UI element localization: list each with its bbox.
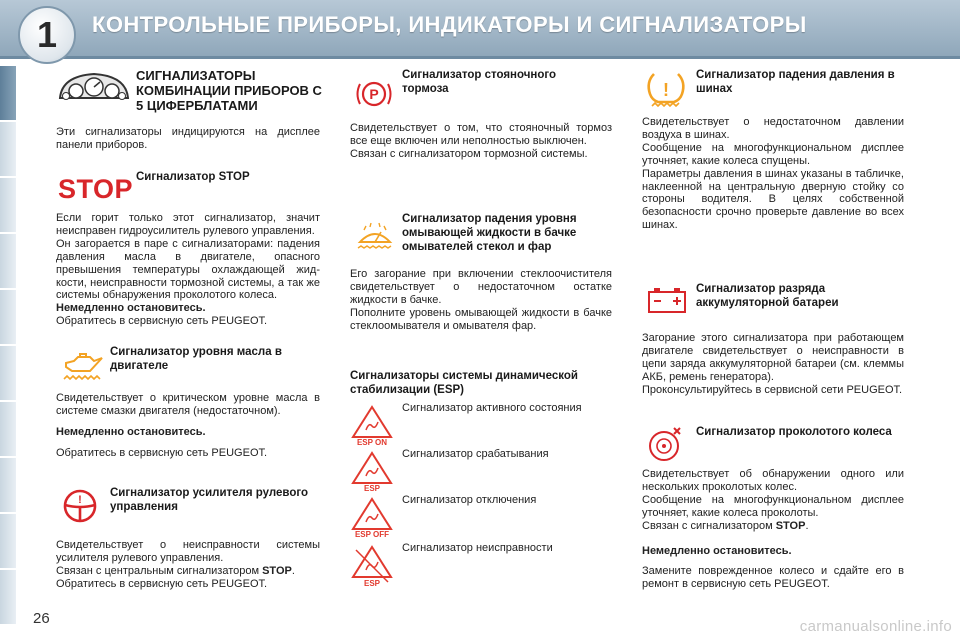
side-tab-2[interactable] (0, 122, 16, 178)
esp-on-icon (350, 404, 394, 446)
side-tab-6[interactable] (0, 346, 16, 402)
svg-text:!: ! (78, 494, 82, 506)
page-number: 26 (33, 610, 50, 627)
stop-text-2: Он загорается в паре с сигнализаторами: падения давления масла в двигателе, опасного превышения температуры охлаждающей жидкости, неисправности тормозной системы, а так же системы обнаружения проколотого колеса. (56, 237, 320, 302)
intro-title: СИГНАЛИЗАТОРЫ КОМБИНАЦИИ ПРИБОРОВ С 5 ЦИФЕРБЛАТАМИ (136, 68, 322, 113)
tyre-icon-mark: ! (663, 80, 669, 100)
puncture-text-2: Сообщение на многофункциональном дисплее уточняет, какие колеса проколоты. (642, 493, 904, 519)
esp-off-icon-label: ESP OFF (354, 530, 390, 538)
intro-text: Эти сигнализаторы индицируются на дисплее панели приборов. (56, 126, 320, 151)
watermark: carmanualsonline.info (799, 618, 952, 635)
tyre-title: Сигнализатор падения давления в шинах (696, 69, 895, 95)
esp-title: Сигнализаторы системы динамической стабилизации (ESP) (350, 370, 578, 396)
page-title: КОНТРОЛЬНЫЕ ПРИБОРЫ, ИНДИКАТОРЫ И СИГНАЛИЗАТОРЫ (92, 12, 807, 37)
washer-text-2: Пополните уровень омывающей жидкости в бачке стеклоомывателя и омывателя фар. (350, 306, 612, 332)
parking-icon-letter: P (369, 86, 379, 102)
parking-text-1: Свидетельствует о том, что стояночный тормоз все еще включен или неполностью выключен. (350, 122, 612, 147)
parking-text-2: Связан с сигнализатором тормозной системы. (350, 147, 588, 160)
steering-text-3: Обратитесь в сервисную сеть PEUGEOT. (56, 577, 268, 590)
stop-description (56, 212, 320, 328)
side-tab-1[interactable] (0, 66, 16, 122)
puncture-description (642, 468, 904, 591)
oil-level-icon (60, 349, 106, 385)
stop-bold-text: Немедленно остановитесь. (56, 302, 206, 315)
header-divider (0, 56, 960, 59)
puncture-text-3: Связан с сигнализатором (642, 519, 773, 532)
esp-fault-icon (350, 544, 394, 588)
steering-text-2-wrap: Связан с центральным сигнализатором STOP. (56, 564, 295, 577)
oil-text-2: Обратитесь в сервисную сеть PEUGEOT. (56, 446, 268, 459)
punctured-tyre-icon (644, 424, 686, 464)
washer-text-1: Его загорание при включении стеклоочистителя свидетельствует о недостаточном остатке жидкости в бачке. (350, 268, 612, 306)
chapter-number: 1 (36, 14, 58, 55)
side-tab-10[interactable] (0, 570, 16, 626)
side-tab-7[interactable] (0, 402, 16, 458)
battery-description (642, 332, 904, 397)
power-steering-icon (58, 487, 102, 525)
side-tab-8[interactable] (0, 458, 16, 514)
side-tab-4[interactable] (0, 234, 16, 290)
stop-text-3: Обратитесь в сервисную сеть PEUGEOT. (56, 315, 268, 328)
esp-item-3-text: Сигнализатор отключения (402, 494, 537, 506)
instrument-cluster-icon (56, 70, 132, 104)
battery-icon (646, 286, 688, 316)
esp-active-icon-label: ESP (363, 484, 381, 492)
esp-item-4-text: Сигнализатор неисправности (402, 542, 553, 554)
tyre-text-1: Свидетельствует о недостаточном давлении воздуха в шинах. (642, 116, 904, 141)
battery-text-1: Загорание этого сигнализатора при работающем двигателе свидетельствует о неисправности в цепи заряда аккумуляторной батареи (см. клеммы АКБ, ремень генератора). (642, 332, 904, 383)
steering-text-1: Свидетельствует о неисправности системы усилителя рулевого управления. (56, 539, 320, 564)
washer-title: Сигнализатор падения уровня омывающей жидкости в бачке омывателей стекол и фар (402, 213, 577, 253)
tyre-pressure-icon (644, 70, 688, 110)
battery-title: Сигнализатор разряда аккумуляторной батареи (696, 283, 839, 309)
stop-warning-icon: STOP (58, 174, 134, 204)
puncture-bold-text: Немедленно остановитесь. (642, 544, 792, 557)
esp-item-1-text: Сигнализатор активного состояния (402, 402, 582, 414)
tyre-description (642, 116, 904, 232)
battery-text-2: Проконсультируйтесь в сервисной сети PEUGEOT. (642, 383, 903, 396)
stop-title: Сигнализатор STOP (136, 171, 250, 183)
stop-text-1: Если горит только этот сигнализатор, значит неисправен гидроусилитель рулевого управления. (56, 212, 320, 237)
puncture-text-4: Замените поврежденное колесо и сдайте его в ремонт в сервисную сеть PEUGEOT. (642, 565, 904, 591)
oil-bold-text: Немедленно остановитесь. (56, 425, 206, 438)
steering-description (56, 539, 320, 591)
puncture-title: Сигнализатор проколотого колеса (696, 426, 892, 438)
oil-text: Свидетельствует о критическом уровне масла в системе смазки двигателя (недостаточном). (56, 392, 320, 417)
puncture-text-1: Свидетельствует об обнаружении одного или нескольких проколотых колес. (642, 468, 904, 493)
puncture-text-3-wrap: Связан с сигнализатором STOP. (642, 519, 809, 532)
esp-off-icon (350, 496, 394, 538)
tyre-text-2: Сообщение на многофункциональном дисплее уточняет, какие колеса спущены. (642, 141, 904, 167)
steering-title: Сигнализатор усилителя рулевого управления (110, 487, 309, 513)
parking-title: Сигнализатор стояночного тормоза (402, 69, 557, 95)
side-tab-3[interactable] (0, 178, 16, 234)
washer-description (350, 268, 612, 333)
chapter-badge (18, 6, 76, 64)
parking-brake-icon (354, 78, 394, 110)
oil-title: Сигнализатор уровня масла в двигателе (110, 346, 282, 372)
side-tab-9[interactable] (0, 514, 16, 570)
esp-on-icon-label: ESP ON (356, 438, 388, 446)
esp-fault-icon-label: ESP (363, 579, 381, 588)
steering-text-2: Связан с центральным сигнализатором (56, 564, 260, 577)
oil-description (56, 392, 320, 460)
puncture-text-3-bold: STOP (775, 519, 806, 532)
washer-fluid-icon (354, 218, 396, 252)
tyre-text-3: Параметры давления в шинах указаны в табличке, наклеенной на центральную дверную стойку со стороны водителя. В целях собственной безопасности срочно проверьте давление во всех шинах. (642, 167, 904, 232)
side-tab-5[interactable] (0, 290, 16, 346)
esp-item-2-text: Сигнализатор срабатывания (402, 448, 549, 460)
parking-description (350, 122, 612, 161)
esp-active-icon (350, 450, 394, 492)
steering-text-2-bold: STOP (262, 564, 292, 577)
chapter-side-tabs (0, 66, 16, 606)
